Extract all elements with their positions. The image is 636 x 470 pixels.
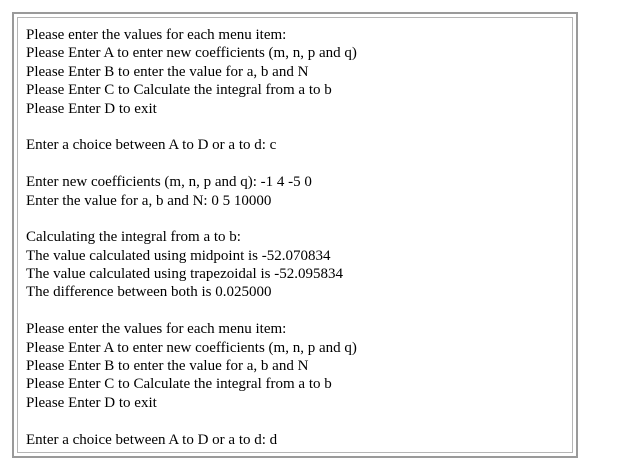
console-blank-line [26,412,572,430]
console-line: Enter a choice between A to D or a to d: c [26,137,277,154]
console-line: Please Enter C to Calculate the integral from a to b [26,376,332,393]
console-line: Please Enter B to enter the value for a, b and N [26,358,309,375]
console-output-frame [12,12,578,458]
console-line: Enter new coefficients (m, n, p and q): -1 4 -5 0 [26,174,312,191]
console-line: Calculating the integral from a to b: [26,229,241,246]
console-line: The value calculated using midpoint is -52.070834 [26,247,331,264]
console-blank-line [26,118,572,136]
console-line: Please Enter A to enter new coefficients (m, n, p and q) [26,339,357,356]
console-line: The value calculated using trapezoidal is -52.095834 [26,266,343,283]
console-line: Please Enter C to Calculate the integral from a to b [26,82,332,99]
console-line: Enter the value for a, b and N: 0 5 10000 [26,192,272,209]
console-line: Please enter the values for each menu item: [26,321,287,338]
console-line: Please enter the values for each menu item: [26,27,287,43]
console-blank-line [26,302,572,320]
console-line: Please Enter D to exit [26,100,157,117]
console-line: Enter a choice between A to D or a to d: d [26,431,278,448]
console-blank-line [26,210,572,228]
console-line: Please Enter A to enter new coefficients (m, n, p and q) [26,45,357,62]
console-line: The difference between both is 0.025000 [26,284,272,301]
console-output [17,17,573,453]
console-line: Please Enter D to exit [26,394,157,411]
console-line: Please Enter B to enter the value for a, b and N [26,63,309,80]
console-blank-line [26,155,572,173]
